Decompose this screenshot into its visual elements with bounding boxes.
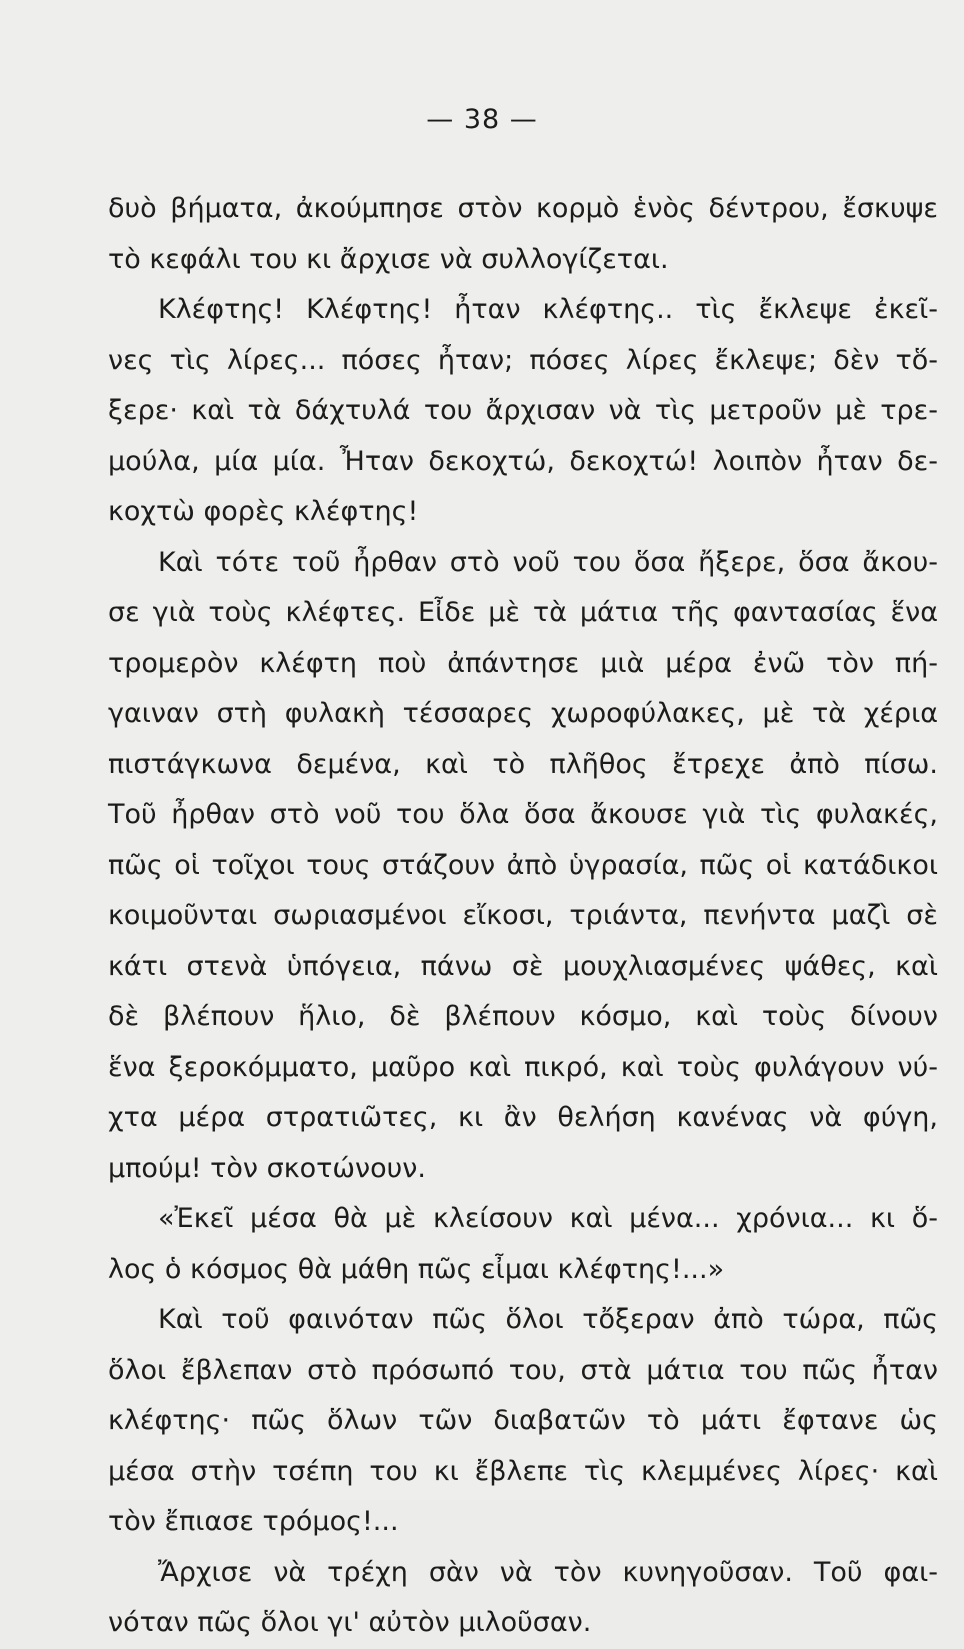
text-line: κάτι στενὰ ὑπόγεια, πάνω σὲ μουχλιασμένες ψάθες, καὶ [108,950,938,982]
text-line: πιστάγκωνα δεμένα, καὶ τὸ πλῆθος ἔτρεχε ἀπὸ πίσω. [108,748,938,780]
text-line: μπούμ! τὸν σκοτώνουν. [108,1152,426,1184]
text-line: κοιμοῦνται σωριασμένοι εἴκοσι, τριάντα, πενήντα μαζὶ σὲ [108,900,938,931]
text-line: γαιναν στὴ φυλακὴ τέσσαρες χωροφύλακες, μὲ τὰ χέρια [108,698,938,729]
body-text [108,184,938,1649]
text-line: δυὸ βήματα, ἀκούμπησε στὸν κορμὸ ἑνὸς δέντρου, ἔσκυψε [108,193,938,224]
text-line: νόταν πῶς ὅλοι γι' αὐτὸν μιλοῦσαν. [108,1607,592,1638]
text-line: χτα μέρα στρατιῶτες, κι ἂν θελήση κανένας νὰ φύγη, [108,1102,938,1133]
text-line: πῶς οἱ τοῖχοι τους στάζουν ἀπὸ ὑγρασία, πῶς οἱ κατάδικοι [108,849,938,881]
text-line: σε γιὰ τοὺς κλέφτες. Εἶδε μὲ τὰ μάτια τῆς φαντασίας ἕνα [108,597,938,628]
text-line: δὲ βλέπουν ἥλιο, δὲ βλέπουν κόσμο, καὶ τοὺς δίνουν [108,1001,938,1032]
text-line: Τοῦ ἦρθαν στὸ νοῦ του ὅλα ὅσα ἄκουσε γιὰ τὶς φυλακές, [108,799,938,830]
text-line: Ἄρχισε νὰ τρέχη σὰν νὰ τὸν κυνηγοῦσαν. Τοῦ φαι- [158,1556,938,1588]
text-line: κοχτὼ φορὲς κλέφτης! [108,496,419,527]
text-line: τὸν ἔπιασε τρόμος!... [108,1506,399,1537]
text-line: μέσα στὴν τσέπη του κι ἔβλεπε τὶς κλεμμένες λίρες· καὶ [108,1455,938,1487]
text-line: Κλέφτης! Κλέφτης! ἦταν κλέφτης.. τὶς ἔκλεψε ἐκεῖ- [158,294,938,325]
text-line: Καὶ τοῦ φαινόταν πῶς ὅλοι τὄξεραν ἀπὸ τώρα, πῶς [158,1304,938,1335]
text-line: ξερε· καὶ τὰ δάχτυλά του ἄρχισαν νὰ τὶς μετροῦν μὲ τρε- [108,395,938,426]
text-line: τὸ κεφάλι του κι ἄρχισε νὰ συλλογίζεται. [108,243,669,275]
page-number: — 38 — [426,104,538,135]
text-line: μούλα, μία μία. Ἦταν δεκοχτώ, δεκοχτώ! λοιπὸν ἦταν δε- [108,445,938,477]
text-line: νες τὶς λίρες... πόσες ἦταν; πόσες λίρες ἔκλεψε; δὲν τὅ- [108,344,938,376]
text-line: τρομερὸν κλέφτη ποὺ ἀπάντησε μιὰ μέρα ἐνῶ τὸν πή- [108,647,938,679]
text-line: Καὶ τότε τοῦ ἦρθαν στὸ νοῦ του ὅσα ἤξερε, ὅσα ἄκου- [158,546,938,578]
text-line: ὅλοι ἔβλεπαν στὸ πρόσωπό του, στὰ μάτια του πῶς ἦταν [108,1354,938,1386]
text-line: λος ὁ κόσμος θὰ μάθη πῶς εἶμαι κλέφτης!...» [108,1253,725,1285]
text-line: ἕνα ξεροκόμματο, μαῦρο καὶ πικρό, καὶ τοὺς φυλάγουν νύ- [108,1051,938,1083]
text-line: κλέφτης· πῶς ὅλων τῶν διαβατῶν τὸ μάτι ἔφτανε ὡς [108,1405,938,1436]
text-line: «Ἐκεῖ μέσα θὰ μὲ κλείσουν καὶ μένα... χρόνια... κι ὅ- [158,1203,938,1234]
